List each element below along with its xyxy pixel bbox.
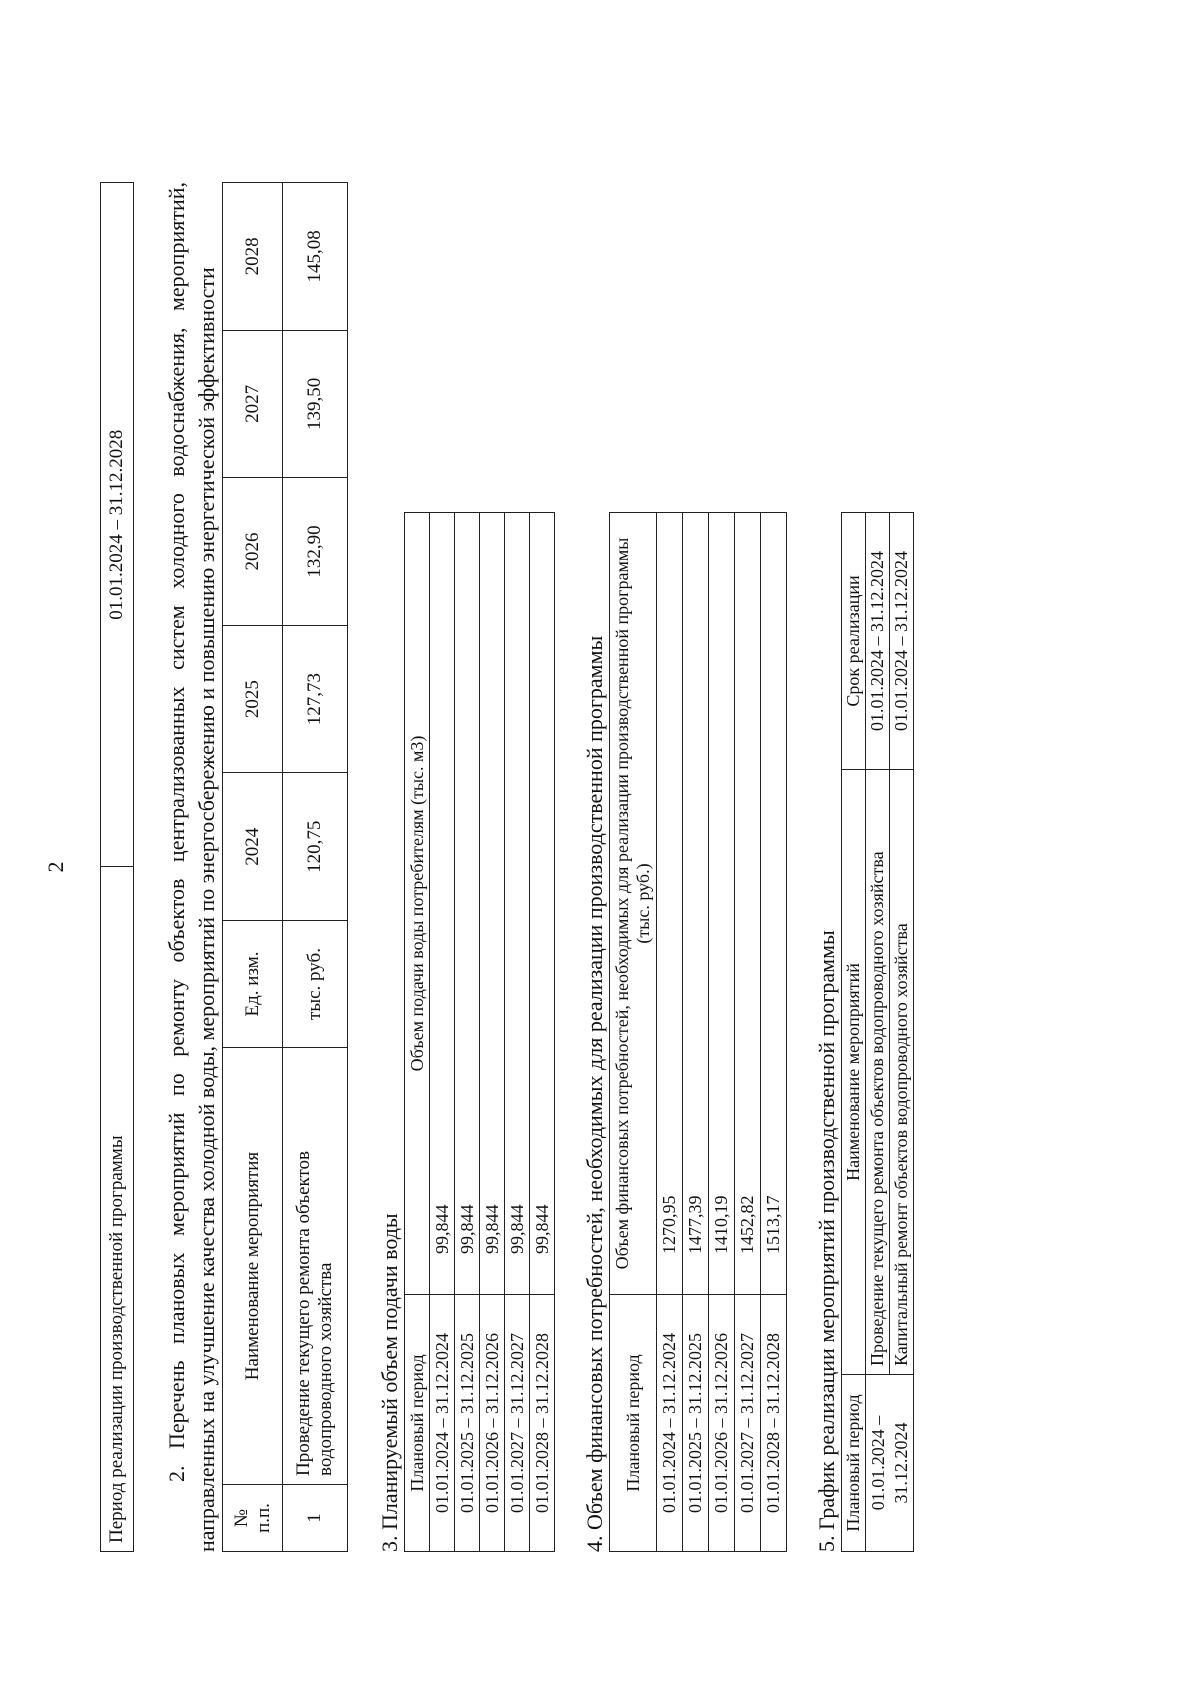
finance-cell: 1477,39 <box>683 513 709 1295</box>
volume-cell: 99,844 <box>430 513 455 1295</box>
col-measure-name: Наименование мероприятия <box>223 1048 283 1485</box>
period-label: Период реализации производственной программы <box>101 867 134 1552</box>
col-finance-volume: Объем финансовых потребностей, необходимых для реализации производственной программы (тыс. руб.) <box>610 513 657 1295</box>
section4-title: 4. Объем финансовых потребностей, необходимых для реализации производственной программы <box>582 635 607 1552</box>
section5-title: 5. График реализации мероприятий производственной программы <box>814 930 839 1552</box>
water-volume-table <box>404 512 555 1552</box>
table-row <box>430 513 455 1552</box>
table-row <box>866 513 890 1552</box>
col-year-2025: 2025 <box>223 625 283 773</box>
period-cell: 01.01.2026 – 31.12.2026 <box>709 1295 735 1552</box>
col-planned-period: Плановый период <box>842 1375 866 1552</box>
table-row <box>455 513 480 1552</box>
page-content <box>40 182 914 1552</box>
value-2027: 139,50 <box>283 330 348 478</box>
finance-header-row <box>610 513 657 1552</box>
value-2026: 132,90 <box>283 478 348 626</box>
schedule-term: 01.01.2024 – 31.12.2024 <box>890 513 914 770</box>
volume-cell: 99,844 <box>530 513 555 1295</box>
finance-table <box>609 512 787 1552</box>
section3-title: 3. Планируемый объем подачи воды <box>377 1213 402 1552</box>
table-row <box>657 513 683 1552</box>
section2-title-text: 2. Перечень плановых мероприятий по ремонту объектов централизованных систем холодного водоснабжения, мероприятий, направленных на улучшение качества холодной воды, мероприятий по энергосбережению и повышению энергетической эффективности <box>164 182 219 1552</box>
period-cell: 01.01.2024 – 31.12.2024 <box>430 1295 455 1552</box>
table-row <box>480 513 505 1552</box>
table-row <box>530 513 555 1552</box>
volume-cell: 99,844 <box>505 513 530 1295</box>
table-row <box>761 513 787 1552</box>
unit-cell: тыс. руб. <box>283 921 348 1048</box>
schedule-measure: Проведение текущего ремонта объектов водопроводного хозяйства <box>866 770 890 1375</box>
value-2028: 145,08 <box>283 183 348 331</box>
col-planned-period: Плановый период <box>610 1295 657 1552</box>
period-cell: 01.01.2025 – 31.12.2025 <box>683 1295 709 1552</box>
measures-table <box>222 182 348 1552</box>
col-year-2024: 2024 <box>223 773 283 921</box>
period-table <box>100 182 134 1552</box>
row-number: 1 <box>283 1485 348 1552</box>
measure-name: Проведение текущего ремонта объектов водопроводного хозяйства <box>283 1048 348 1485</box>
period-row <box>101 183 134 1552</box>
table-row <box>283 183 348 1552</box>
page-number: 2 <box>43 861 68 873</box>
schedule-table <box>841 512 914 1552</box>
period-cell: 01.01.2026 – 31.12.2026 <box>480 1295 505 1552</box>
schedule-measure: Капитальный ремонт объектов водопроводного хозяйства <box>890 770 914 1375</box>
col-year-2026: 2026 <box>223 478 283 626</box>
volume-cell: 99,844 <box>455 513 480 1295</box>
period-cell: 01.01.2027 – 31.12.2027 <box>735 1295 761 1552</box>
col-unit: Ед. изм. <box>223 921 283 1048</box>
col-year-2028: 2028 <box>223 183 283 331</box>
table-row <box>709 513 735 1552</box>
table-row <box>683 513 709 1552</box>
table-row <box>735 513 761 1552</box>
value-2025: 127,73 <box>283 625 348 773</box>
finance-cell: 1513,17 <box>761 513 787 1295</box>
finance-cell: 1410,19 <box>709 513 735 1295</box>
water-volume-header-row <box>405 513 430 1552</box>
period-cell: 01.01.2025 – 31.12.2025 <box>455 1295 480 1552</box>
table-row <box>505 513 530 1552</box>
col-water-volume: Объем подачи воды потребителям (тыс. м3) <box>405 513 430 1295</box>
period-value: 01.01.2024 – 31.12.2028 <box>101 183 134 868</box>
measures-header-row <box>223 183 283 1552</box>
finance-cell: 1270,95 <box>657 513 683 1295</box>
col-measures: Наименование мероприятий <box>842 770 866 1375</box>
col-planned-period: Плановый период <box>405 1295 430 1552</box>
period-cell: 01.01.2028 – 31.12.2028 <box>530 1295 555 1552</box>
col-term: Срок реализации <box>842 513 866 770</box>
col-number: № п.п. <box>223 1485 283 1552</box>
col-year-2027: 2027 <box>223 330 283 478</box>
volume-cell: 99,844 <box>480 513 505 1295</box>
schedule-header-row <box>842 513 866 1552</box>
section2-title <box>162 182 222 1552</box>
schedule-period: 01.01.2024 – 31.12.2024 <box>866 1375 914 1552</box>
period-cell: 01.01.2027 – 31.12.2027 <box>505 1295 530 1552</box>
period-cell: 01.01.2024 – 31.12.2024 <box>657 1295 683 1552</box>
finance-cell: 1452,82 <box>735 513 761 1295</box>
period-cell: 01.01.2028 – 31.12.2028 <box>761 1295 787 1552</box>
schedule-term: 01.01.2024 – 31.12.2024 <box>866 513 890 770</box>
value-2024: 120,75 <box>283 773 348 921</box>
